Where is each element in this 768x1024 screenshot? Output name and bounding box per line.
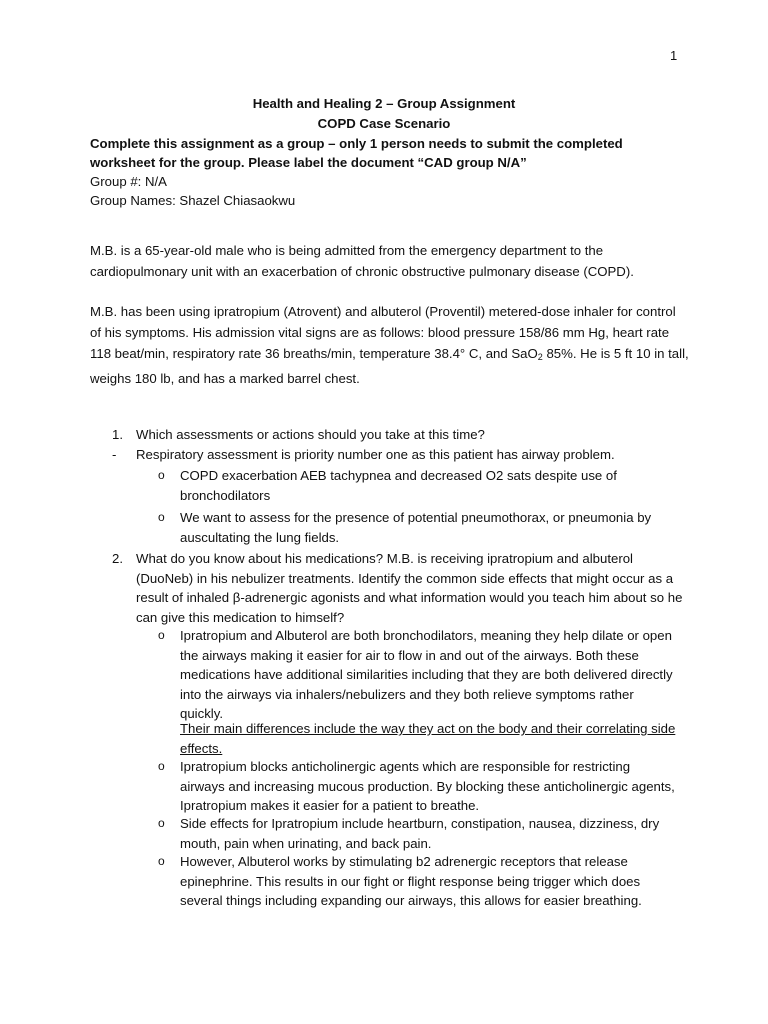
bullet-text: COPD exacerbation AEB tachypnea and decreased O2 sats despite use of bronchodilators: [180, 468, 617, 503]
assignment-instructions: Complete this assignment as a group – only 1 person needs to submit the completed worksheet for the group. Please label the document “CAD group N/A”: [90, 136, 623, 170]
case-paragraph-2-part1: M.B. has been using ipratropium (Atrovent) and albuterol (Proventil) metered-dose inhaler for control of his symptoms. His admission vital signs are as follows: blood pressure 158/86 mm Hg, heart rate 118 beat/min, respiratory rate 36 breaths/min, temperature 38.4° C, and SaO: [90, 304, 676, 361]
bullet-text: Side effects for Ipratropium include heartburn, constipation, nausea, dizziness, dry mouth, pain when urinating, and back pain.: [180, 816, 660, 851]
bullet-marker: o: [158, 628, 165, 642]
case-paragraph-2: [90, 301, 690, 389]
subscript-2: 2: [537, 352, 543, 362]
bullet-marker: o: [158, 816, 165, 830]
group-names: Group Names: Shazel Chiasaokwu: [90, 193, 296, 208]
case-paragraph-2-part2: 85%. He is 5 ft 10 in tall, weighs 180 lb, and has a marked barrel chest.: [90, 346, 689, 386]
question-number: 2.: [112, 551, 123, 566]
case-paragraph-1: M.B. is a 65-year-old male who is being admitted from the emergency department to the cardiopulmonary unit with an exacerbation of chronic obstructive pulmonary disease (COPD).: [90, 243, 634, 279]
bullet-marker: o: [158, 468, 165, 482]
bullet-text: Ipratropium and Albuterol are both bronchodilators, meaning they help dilate or open the airways making it easier for air to flow in and out of the airways. Both these medications have additional similarities including that they are both delivered directly into the airways via inhalers/nebulizers and they both relieve symptoms rather quickly.: [180, 628, 673, 721]
bullet-text: However, Albuterol works by stimulating b2 adrenergic receptors that release epinephrine. This results in our fight or flight response being trigger which does several things including expanding our airways, this allows for easier breathing.: [180, 854, 642, 908]
bullet-marker: o: [158, 854, 165, 868]
document-title: Health and Healing 2 – Group Assignment: [252, 96, 516, 111]
bullet-text: Ipratropium blocks anticholinergic agents which are responsible for restricting airways and increasing mucous production. By blocking these anticholinergic agents, Ipratropium makes it easier for a patient to breathe.: [180, 759, 675, 813]
bullet-marker: o: [158, 510, 165, 524]
underlined-note-text: Their main differences include the way they act on the body and their correlating side effects.: [180, 721, 676, 756]
bullet-text: We want to assess for the presence of potential pneumothorax, or pneumonia by auscultating the lung fields.: [180, 510, 652, 545]
page-number: 1: [670, 48, 678, 63]
question-text: Which assessments or actions should you take at this time?: [136, 427, 485, 442]
question-number: 1.: [112, 427, 123, 442]
question-text: What do you know about his medications? M.B. is receiving ipratropium and albuterol (DuoNeb) in his nebulizer treatments. Identify the common side effects that might occur as a result of inhaled β-adrenergic agonists and what information would you teach him about so he can give this medication to himself?: [136, 551, 683, 625]
bullet-marker: o: [158, 759, 165, 773]
document-subtitle: COPD Case Scenario: [317, 116, 451, 131]
group-number: Group #: N/A: [90, 174, 167, 189]
document-heading: [0, 94, 768, 134]
answer-text: Respiratory assessment is priority number one as this patient has airway problem.: [136, 447, 615, 462]
dash-marker: -: [112, 447, 117, 462]
